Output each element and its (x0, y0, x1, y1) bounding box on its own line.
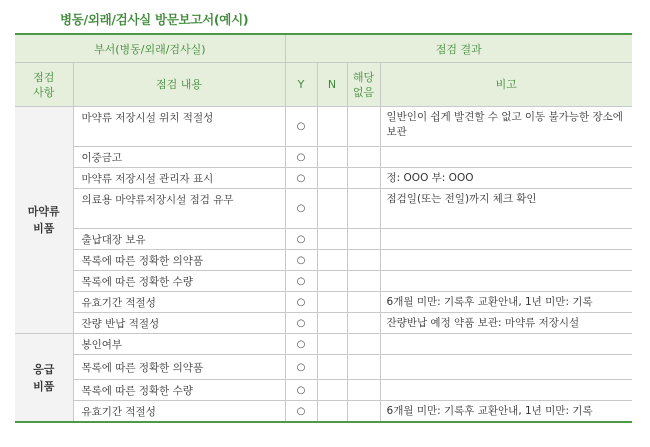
n-cell (317, 250, 347, 271)
y-mark: ○ (285, 271, 317, 292)
note-cell (380, 250, 632, 271)
na-cell (347, 107, 380, 147)
category-header: 점검 사항 (15, 63, 73, 107)
n-cell (317, 168, 347, 189)
check-item: 목록에 따른 정확한 의약품 (73, 250, 285, 271)
na-cell (347, 168, 380, 189)
y-mark: ○ (285, 401, 317, 423)
na-header: 해당 없음 (347, 63, 380, 107)
table-row (15, 107, 632, 147)
check-item: 목록에 따른 정확한 수량 (73, 380, 285, 401)
table-row (15, 380, 632, 401)
y-mark: ○ (285, 229, 317, 250)
n-cell (317, 229, 347, 250)
n-cell (317, 107, 347, 147)
note-cell: 점검일(또는 전일)까지 체크 확인 (380, 189, 632, 229)
table-row (15, 168, 632, 189)
table-row (15, 271, 632, 292)
check-item: 마약류 저장시설 관리자 표시 (73, 168, 285, 189)
table-row (15, 189, 632, 229)
y-mark: ○ (285, 168, 317, 189)
check-item: 잔량 반납 적절성 (73, 313, 285, 334)
y-mark: ○ (285, 189, 317, 229)
dept-header: 부서(병동/외래/검사실) (15, 34, 285, 63)
n-cell (317, 313, 347, 334)
y-mark: ○ (285, 380, 317, 401)
n-cell (317, 401, 347, 423)
note-cell: 잔량반납 예정 약품 보관: 마약류 저장시설 (380, 313, 632, 334)
y-mark: ○ (285, 334, 317, 355)
note-cell: 일반인이 쉽게 발견할 수 없고 이동 불가능한 장소에 보관 (380, 107, 632, 147)
note-cell (380, 380, 632, 401)
note-cell (380, 271, 632, 292)
note-cell (380, 334, 632, 355)
na-cell (347, 271, 380, 292)
y-mark: ○ (285, 250, 317, 271)
table-row (15, 355, 632, 380)
note-cell: 6개월 미만: 기록후 교환안내, 1년 미만: 기록 (380, 401, 632, 423)
y-mark: ○ (285, 355, 317, 380)
n-header: N (317, 63, 347, 107)
check-item: 목록에 따른 정확한 수량 (73, 271, 285, 292)
check-item: 의료용 마약류저장시설 점검 유무 (73, 189, 285, 229)
table-row (15, 229, 632, 250)
category-cell: 응급 비품 (15, 334, 73, 423)
check-item: 봉인여부 (73, 334, 285, 355)
n-cell (317, 334, 347, 355)
check-item: 마약류 저장시설 위치 적절성 (73, 107, 285, 147)
table-row (15, 292, 632, 313)
check-item: 이중금고 (73, 147, 285, 168)
table-row (15, 147, 632, 168)
na-cell (347, 147, 380, 168)
note-cell (380, 355, 632, 380)
y-mark: ○ (285, 313, 317, 334)
na-cell (347, 313, 380, 334)
note-cell: 6개월 미만: 기록후 교환안내, 1년 미만: 기록 (380, 292, 632, 313)
na-cell (347, 189, 380, 229)
check-item: 유효기간 적절성 (73, 401, 285, 423)
y-header: Y (285, 63, 317, 107)
na-cell (347, 380, 380, 401)
check-item: 목록에 따른 정확한 의약품 (73, 355, 285, 380)
note-cell: 정: OOO 부: OOO (380, 168, 632, 189)
y-mark: ○ (285, 147, 317, 168)
table-row (15, 313, 632, 334)
n-cell (317, 355, 347, 380)
na-cell (347, 355, 380, 380)
table-row (15, 250, 632, 271)
result-header: 점검 결과 (285, 34, 632, 63)
table-row (15, 334, 632, 355)
check-item: 유효기간 적절성 (73, 292, 285, 313)
category-cell: 마약류 비품 (15, 107, 73, 334)
inspection-table (15, 33, 632, 423)
na-cell (347, 229, 380, 250)
n-cell (317, 271, 347, 292)
n-cell (317, 189, 347, 229)
na-cell (347, 292, 380, 313)
table-row (15, 401, 632, 423)
n-cell (317, 380, 347, 401)
y-mark: ○ (285, 107, 317, 147)
note-cell (380, 229, 632, 250)
n-cell (317, 292, 347, 313)
na-cell (347, 250, 380, 271)
na-cell (347, 401, 380, 423)
na-cell (347, 334, 380, 355)
n-cell (317, 147, 347, 168)
content-header: 점검 내용 (73, 63, 285, 107)
note-header: 비고 (380, 63, 632, 107)
y-mark: ○ (285, 292, 317, 313)
note-cell (380, 147, 632, 168)
report-title: 병동/외래/검사실 방문보고서(예시) (60, 12, 249, 27)
check-item: 출납대장 보유 (73, 229, 285, 250)
